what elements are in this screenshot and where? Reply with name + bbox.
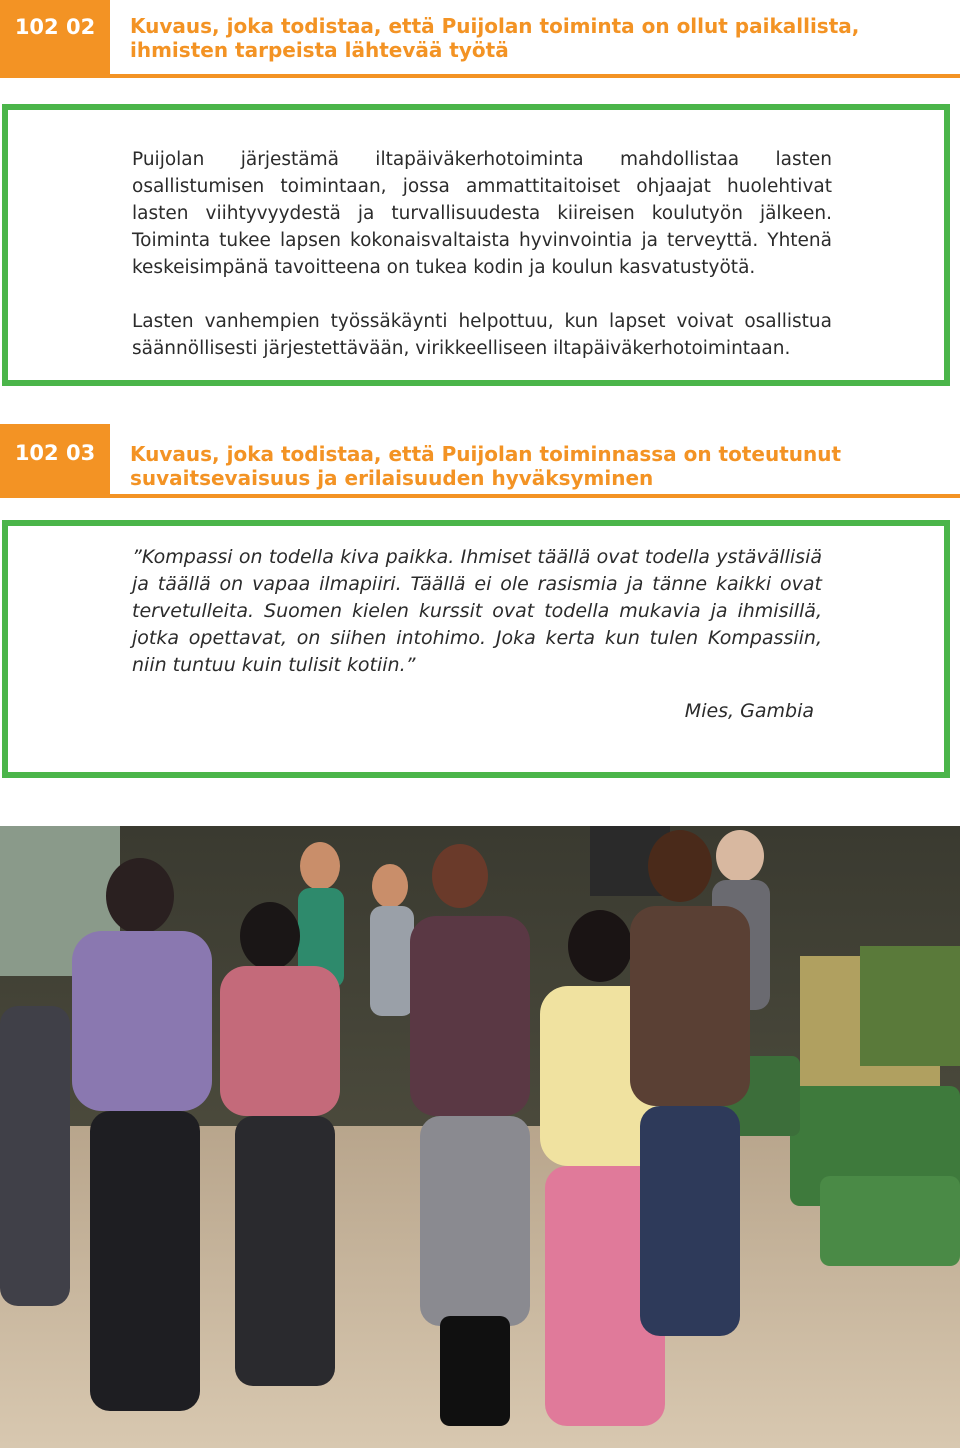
section-header-102-02: [0, 0, 960, 80]
section-rule: [110, 494, 960, 498]
text-box-102-02: [2, 104, 950, 386]
dance-photo: [0, 826, 960, 1448]
quote-box-102-03: [2, 520, 950, 778]
body-paragraph-2: Lasten vanhempien työssäkäynti helpottuu, kun lapset voivat osallistua säännöllisesti järjestettävään, virikkeelliseen iltapäiväkerhotoimintaan.: [132, 311, 832, 359]
section-title: Kuvaus, joka todistaa, että Puijolan toiminnassa on toteutunut suvaitsevaisuus ja erilaisuuden hyväksyminen: [130, 442, 842, 490]
section-number: 102 03: [0, 424, 110, 498]
section-number: 102 02: [0, 0, 110, 78]
section-header-102-03: [0, 424, 960, 504]
body-paragraph-1: Puijolan järjestämä iltapäiväkerhotoiminta mahdollistaa lasten osallistumisen toimintaan, jossa ammattitaitoiset ohjaajat huolehtivat lasten viihtyvyydestä ja turvallisuudesta kiireisen koulutyön jälkeen. Toiminta tukee lapsen kokonaisvaltaista hyvinvointia ja terveyttä. Yhtenä keskeisimpänä tavoitteena on tukea kodin ja koulun kasvatustyötä.: [132, 149, 832, 278]
quote-attribution: Mies, Gambia: [684, 700, 814, 722]
testimonial-quote: ”Kompassi on todella kiva paikka. Ihmiset täällä ovat todella ystävällisiä ja täällä on vapaa ilmapiiri. Täällä ei ole rasismia ja tänne kaikki ovat tervetulleita. Suomen kielen kurssit ovat todella mukavia ja ihmisillä, jotka opettavat, on siihen intohimo. Joka kerta kun tulen Kompassiin, niin tuntuu kuin tulisit kotiin.”: [132, 546, 822, 676]
photo-icon: [0, 826, 960, 1448]
section-rule: [110, 74, 960, 78]
section-title: Kuvaus, joka todistaa, että Puijolan toiminta on ollut paikallista, ihmisten tarpeista lähtevää työtä: [130, 14, 860, 62]
